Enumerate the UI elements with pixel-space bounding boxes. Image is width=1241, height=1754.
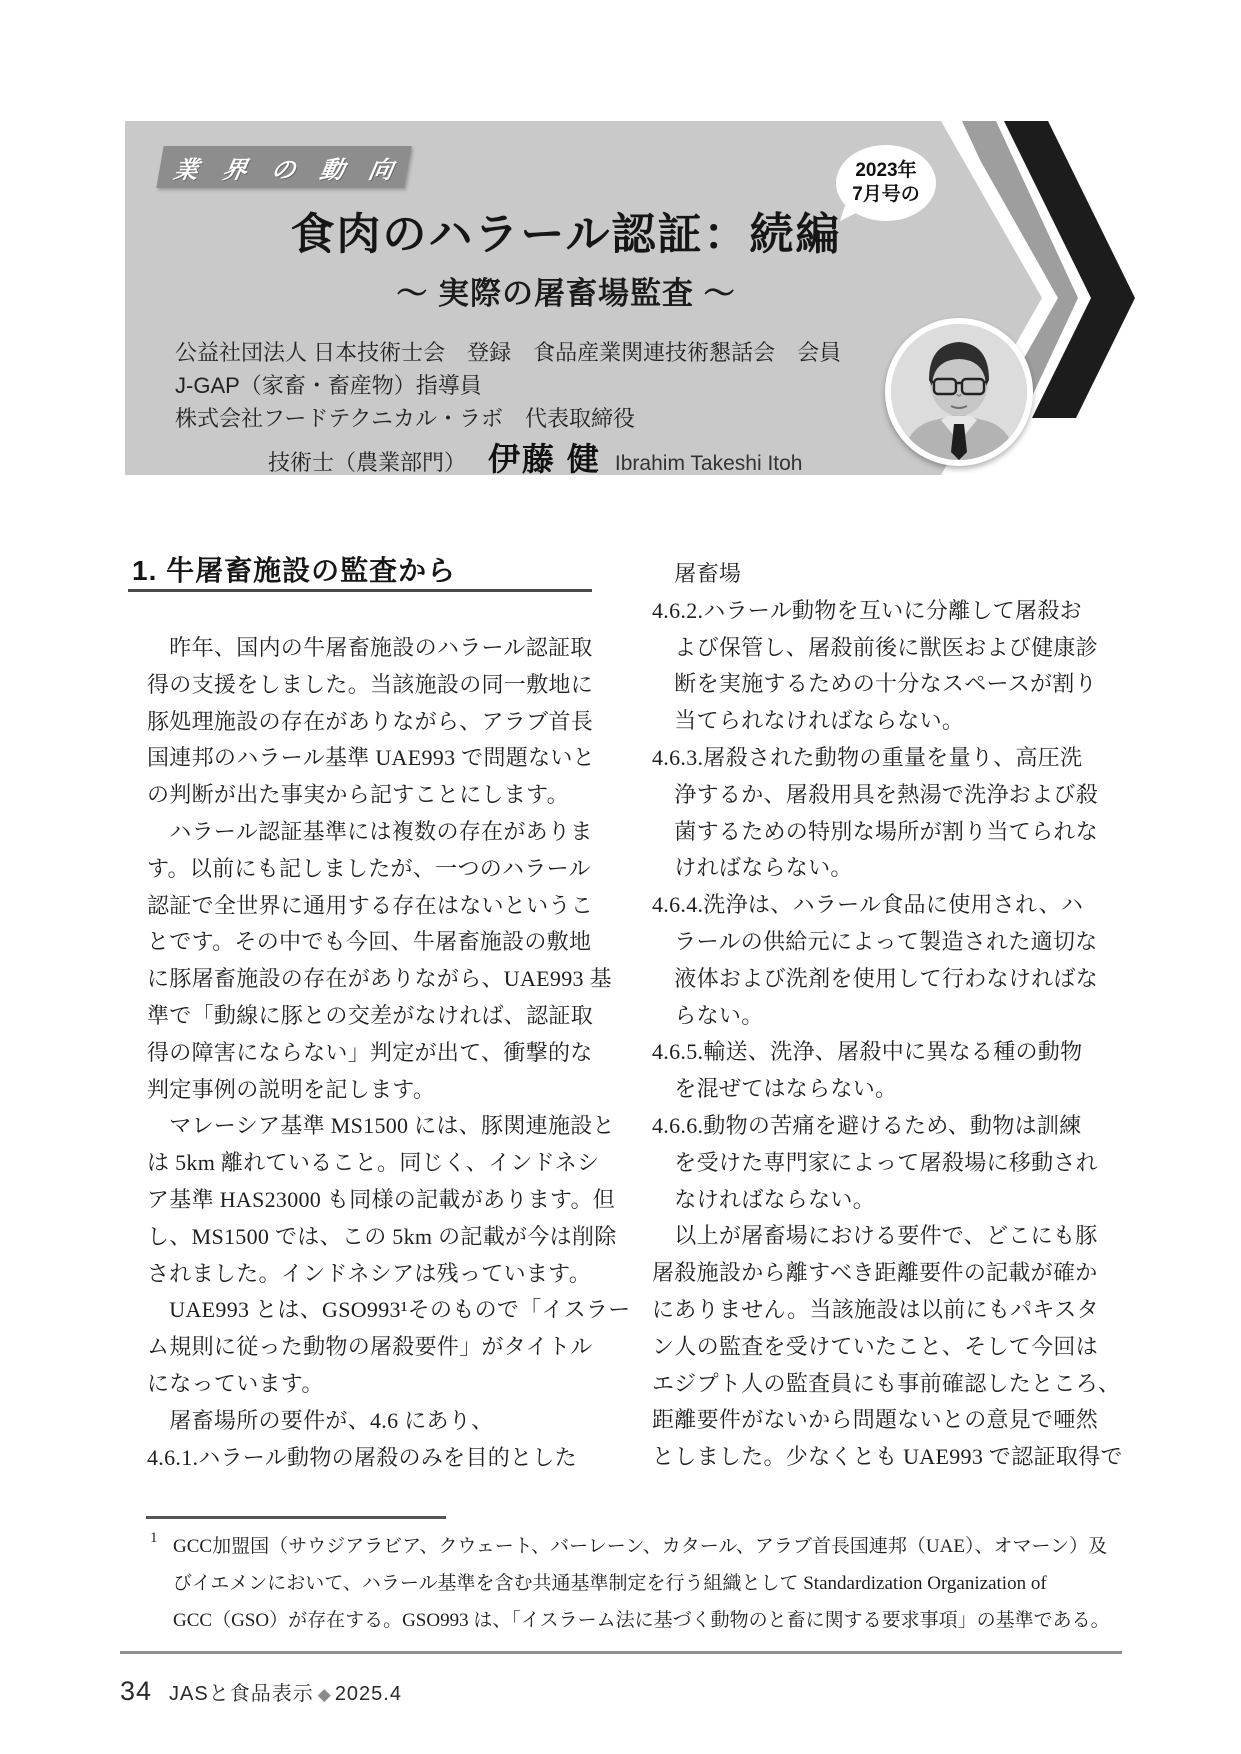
text-line: 以上が屠畜場における要件で、どこにも豚 xyxy=(652,1223,1098,1249)
author-name-en: Ibrahim Takeshi Itoh xyxy=(614,452,803,475)
diamond-icon: ◆ xyxy=(317,1685,331,1704)
page-footer xyxy=(120,1676,402,1707)
text-line: に豚屠畜施設の存在がありながら、UAE993 基 xyxy=(147,966,612,992)
article-title: 食肉のハラール認証：続編 xyxy=(290,210,842,259)
text-line: 4.6.4.洗浄は、ハラール食品に使用され、ハ xyxy=(652,892,1084,918)
text-line: 液体および洗剤を使用して行わなければな xyxy=(652,965,1099,991)
text-line: 4.6.3.屠殺された動物の重量を量り、高圧洗 xyxy=(652,744,1083,770)
section-heading: 1. 牛屠畜施設の監査から xyxy=(132,555,457,586)
category-label xyxy=(156,146,411,188)
text-line: の判断が出た事実から記すことにします。 xyxy=(147,782,569,808)
text-line: ハラール認証基準には複数の存在がありま xyxy=(147,818,593,844)
footnote-text xyxy=(173,1528,1123,1639)
text-line: 豚処理施設の存在がありながら、アラブ首長 xyxy=(147,708,594,734)
text-line: ア基準 HAS23000 も同様の記載があります。但 xyxy=(147,1186,616,1212)
footnote-marker: 1 xyxy=(150,1530,158,1546)
text-line: よび保管し、屠殺前後に獣医および健康診 xyxy=(652,634,1099,660)
affiliation-line: 公益社団法人 日本技術士会 登録 食品産業関連技術懇話会 会員 xyxy=(175,340,842,365)
text-line: になっています。 xyxy=(147,1370,324,1396)
body-column-right xyxy=(652,556,1123,1476)
text-line: 国連邦のハラール基準 UAE993 で問題ないと xyxy=(147,745,595,771)
author-portrait xyxy=(885,318,1033,466)
author-name: 伊藤 健 xyxy=(488,441,601,477)
article-subtitle: ～ 実際の屠畜場監査 ～ xyxy=(396,276,736,311)
footnote-line: GCC（GSO）が存在する。GSO993 は、「イスラーム法に基づく動物のと畜に関する要求事項」の基準である。 xyxy=(173,1610,1110,1631)
text-line: 得の障害にならない」判定が出て、衝撃的な xyxy=(147,1039,593,1065)
text-line: らない。 xyxy=(652,1002,764,1028)
text-line: は 5km 離れていること。同じく、インドネシ xyxy=(147,1150,600,1176)
text-line: ラールの供給元によって製造された適切な xyxy=(652,928,1098,954)
text-line: 4.6.6.動物の苦痛を避けるため、動物は訓練 xyxy=(652,1112,1082,1138)
text-line: 準で「動線に豚との交差がなければ、認証取 xyxy=(147,1002,594,1028)
text-line: 断を実施するための十分なスペースが割り xyxy=(652,671,1097,697)
text-line: とです。その中でも今回、牛屠畜施設の敷地 xyxy=(147,929,592,955)
text-line: 認証で全世界に通用する存在はないというこ xyxy=(147,892,594,918)
page-number: 34 xyxy=(120,1676,153,1706)
text-line: を受けた専門家によって屠殺場に移動され xyxy=(652,1149,1099,1175)
footer-rule xyxy=(120,1651,1122,1654)
footnote-separator xyxy=(146,1516,446,1519)
text-line: 菌するための特別な場所が割り当てられな xyxy=(652,818,1099,844)
affiliation-line: 株式会社フードテクニカル・ラボ 代表取締役 xyxy=(175,406,636,431)
speech-bubble xyxy=(836,145,936,221)
text-line: マレーシア基準 MS1500 には、豚関連施設と xyxy=(147,1113,615,1139)
text-line: 得の支援をしました。当該施設の同一敷地に xyxy=(147,671,594,697)
text-line: 4.6.5.輸送、洗浄、屠殺中に異なる種の動物 xyxy=(652,1039,1083,1065)
text-line: 4.6.2.ハラール動物を互いに分離して屠殺お xyxy=(652,597,1082,623)
text-line: を混ぜてはならない。 xyxy=(652,1076,898,1102)
text-line: す。以前にも記しましたが、一つのハラール xyxy=(147,855,591,881)
text-line: されました。インドネシアは残っています。 xyxy=(147,1260,592,1286)
text-line: UAE993 とは、GSO993¹そのもので「イスラー xyxy=(147,1297,631,1323)
footnote-line: GCC加盟国（サウジアラビア、クウェート、バーレーン、カタール、アラブ首長国連邦（UAE）、オマーン）及 xyxy=(173,1536,1108,1557)
text-line: 屠畜場 xyxy=(652,561,742,586)
category-label-text: 業 界 の 動 向 xyxy=(171,156,405,184)
author-role: 技術士（農業部門） xyxy=(268,450,467,475)
issue-date: 2025.4 xyxy=(334,1683,402,1705)
text-line: 当てられなければならない。 xyxy=(652,708,965,734)
text-line: し、MS1500 では、この 5km の記載が今は削除 xyxy=(147,1223,617,1249)
bubble-line1: 2023年 xyxy=(855,160,917,181)
text-line: ければならない。 xyxy=(652,855,853,881)
text-line: 浄するか、屠殺用具を熱湯で洗浄および殺 xyxy=(652,781,1099,807)
text-line: 距離要件がないから問題ないとの意見で唖然 xyxy=(652,1407,1099,1433)
text-line: 4.6.1.ハラール動物の屠殺のみを目的とした xyxy=(147,1444,577,1470)
text-line: ム規則に従った動物の屠殺要件」がタイトル xyxy=(147,1334,593,1360)
author-line xyxy=(268,434,802,480)
author-affiliations xyxy=(175,336,841,435)
text-line: 判定事例の説明を記します。 xyxy=(147,1076,436,1102)
affiliation-line: J-GAP（家畜・畜産物）指導員 xyxy=(175,373,482,398)
text-line: 屠畜場所の要件が、4.6 にあり、 xyxy=(147,1407,494,1433)
bubble-line2: 7月号の xyxy=(852,184,920,205)
text-line: エジプト人の監査員にも事前確認したところ、 xyxy=(652,1370,1121,1396)
portrait-illustration xyxy=(891,324,1027,460)
body-column-left xyxy=(147,630,631,1476)
text-line: ン人の監査を受けていたこと、そして今回は xyxy=(652,1333,1099,1359)
text-line: 昨年、国内の牛屠畜施設のハラール認証取 xyxy=(147,635,593,660)
section-heading-underline xyxy=(128,589,592,592)
text-line: 屠殺施設から離すべき距離要件の記載が確か xyxy=(652,1260,1098,1286)
footnote-line: びイエメンにおいて、ハラール基準を含む共通基準制定を行う組織として Standardization Organization of xyxy=(173,1573,1047,1594)
journal-name: JASと食品表示 xyxy=(169,1683,314,1705)
text-line: としました。少なくとも UAE993 で認証取得で xyxy=(652,1444,1123,1470)
text-line: なければならない。 xyxy=(652,1186,876,1212)
text-line: にありません。当該施設は以前にもパキスタ xyxy=(652,1296,1099,1322)
